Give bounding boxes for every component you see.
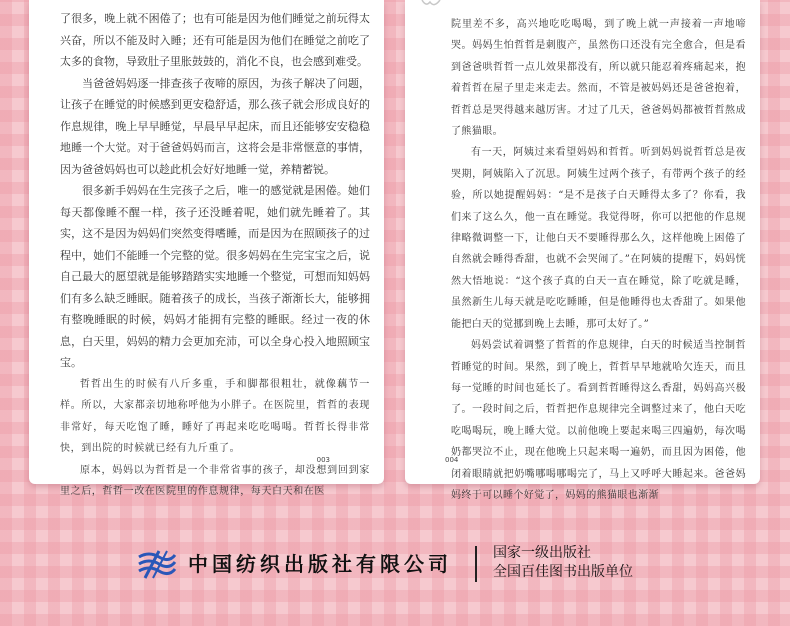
left-paragraph-1: 了很多，晚上就不困倦了；也有可能是因为他们睡觉之前玩得太兴奋，所以不能及时入睡；还有可能是因为他们在睡觉之前吃了太多的食物，导致肚子里胀鼓鼓的，消化不良，也会感到难受。 bbox=[60, 12, 370, 68]
right-paragraph-2: 有一天，阿姨过来看望妈妈和哲哲。听到妈妈说哲哲总是夜哭期，阿姨陷入了沉思。阿姨生过两个孩子，有带两个孩子的经验，所以她提醒妈妈：“是不是孩子白天睡得太多了？你看，我们来了这么久，他一直在睡觉。我觉得呀，你可以把他的作息规律略微调整一下，让他白天不要睡得那么久，这样他晚上困倦了自然就会睡得香甜，也就不会哭闹了。”在阿姨的提醒下，妈妈恍然大悟地说：“这个孩子真的白天一直在睡觉，除了吃就是睡，虽然新生儿每天就是吃吃睡睡，但是他睡得也太香甜了。如果他能把白天的觉挪到晚上去睡，那可太好了。” bbox=[451, 147, 746, 330]
left-paragraph-4: 哲哲出生的时候有八斤多重，手和脚都很粗壮，就像藕节一样。所以，大家都亲切地称呼他为小胖子。在医院里，哲哲的表现非常好，每天吃饱了睡，睡好了再起来吃吃喝喝。哲哲长得非常快，到出院的时候就已经有九斤重了。 bbox=[60, 378, 370, 454]
footer-divider bbox=[475, 546, 477, 582]
left-page-number: 003 bbox=[316, 456, 330, 464]
publisher-name: 中国纺织出版社有限公司 bbox=[188, 552, 452, 576]
right-paragraph-1: 院里差不多，高兴地吃吃喝喝，到了晚上就一声接着一声地啼哭。妈妈生怕哲哲是刺腹产，虽然伤口还没有完全愈合，但是看到爸爸哄哲哲一点儿效果都没有，所以就只能忍着疼痛起来，抱着哲哲在屋子里走来走去。然而，不管是被妈妈还是爸爸抱着，哲哲总是哭得越来越厉害。才过了几天，爸爸妈妈都被哲哲熬成了熊猫眼。 bbox=[451, 19, 746, 138]
right-book-page bbox=[405, 0, 760, 501]
left-paragraph-5: 原本，妈妈以为哲哲是一个非常省事的孩子，却没想到回到家里之后，哲哲一改在医院里的作息规律，每天白天和在医 bbox=[60, 464, 370, 497]
right-page-number: 004 bbox=[445, 456, 459, 464]
publisher-logo-icon bbox=[137, 547, 177, 579]
publisher-tagline-1: 国家一级出版社 bbox=[493, 545, 591, 561]
left-book-page bbox=[29, 0, 384, 497]
left-paragraph-3: 很多新手妈妈在生完孩子之后，唯一的感觉就是困倦。她们每天都像睡不醒一样，孩子还没睡着呢，她们就先睡着了。其实，这不是因为妈妈们突然变得嗜睡，而是因为在照顾孩子的过程中，她们不能睡一个完整的觉。很多妈妈在生完宝宝之后，说自己最大的愿望就是能够踏踏实实地睡一个整觉，可想而知妈妈们有多么缺乏睡眠。随着孩子的成长，当孩子渐渐长大，能够拥有整晚睡眠的时候，妈妈才能拥有完整的睡眠。经过一夜的休息，白天里，妈妈的精力会更加充沛，可以全身心投入地照顾宝宝。 bbox=[60, 184, 370, 369]
publisher-footer bbox=[0, 530, 790, 600]
bookmark-decoration-icon bbox=[420, 0, 442, 8]
publisher-tagline-2: 全国百佳图书出版单位 bbox=[493, 564, 633, 580]
left-paragraph-2: 当爸爸妈妈逐一排查孩子夜啼的原因，为孩子解决了问题，让孩子在睡觉的时候感到更安稳舒适，那么孩子就会形成良好的作息规律，晚上早早睡觉，早晨早早起床，而且还能够安安稳稳地睡一个大觉。对于爸爸妈妈而言，这将会是非常惬意的事情，因为爸爸妈妈也可以趁此机会好好地睡一觉，养精蓄锐。 bbox=[60, 76, 370, 176]
right-paragraph-3: 妈妈尝试着调整了哲哲的作息规律，白天的时候适当控制哲哲睡觉的时间。果然，到了晚上，哲哲早早地就哈欠连天，而且每一觉睡的时间也延长了。看到哲哲睡得这么香甜，妈妈高兴极了。一段时间之后，哲哲把作息规律完全调整过来了，他白天吃吃喝喝玩，晚上睡大觉。以前他晚上要起来喝三四遍奶，每次喝奶都哭泣不止，现在他晚上只起来喝一遍奶，而且因为困倦，他闭着眼睛就把奶嘴哪喝哪喝完了，马上又呼呼大睡起来。爸爸妈妈终于可以睡个好觉了，妈妈的熊猫眼也渐渐 bbox=[451, 340, 746, 501]
